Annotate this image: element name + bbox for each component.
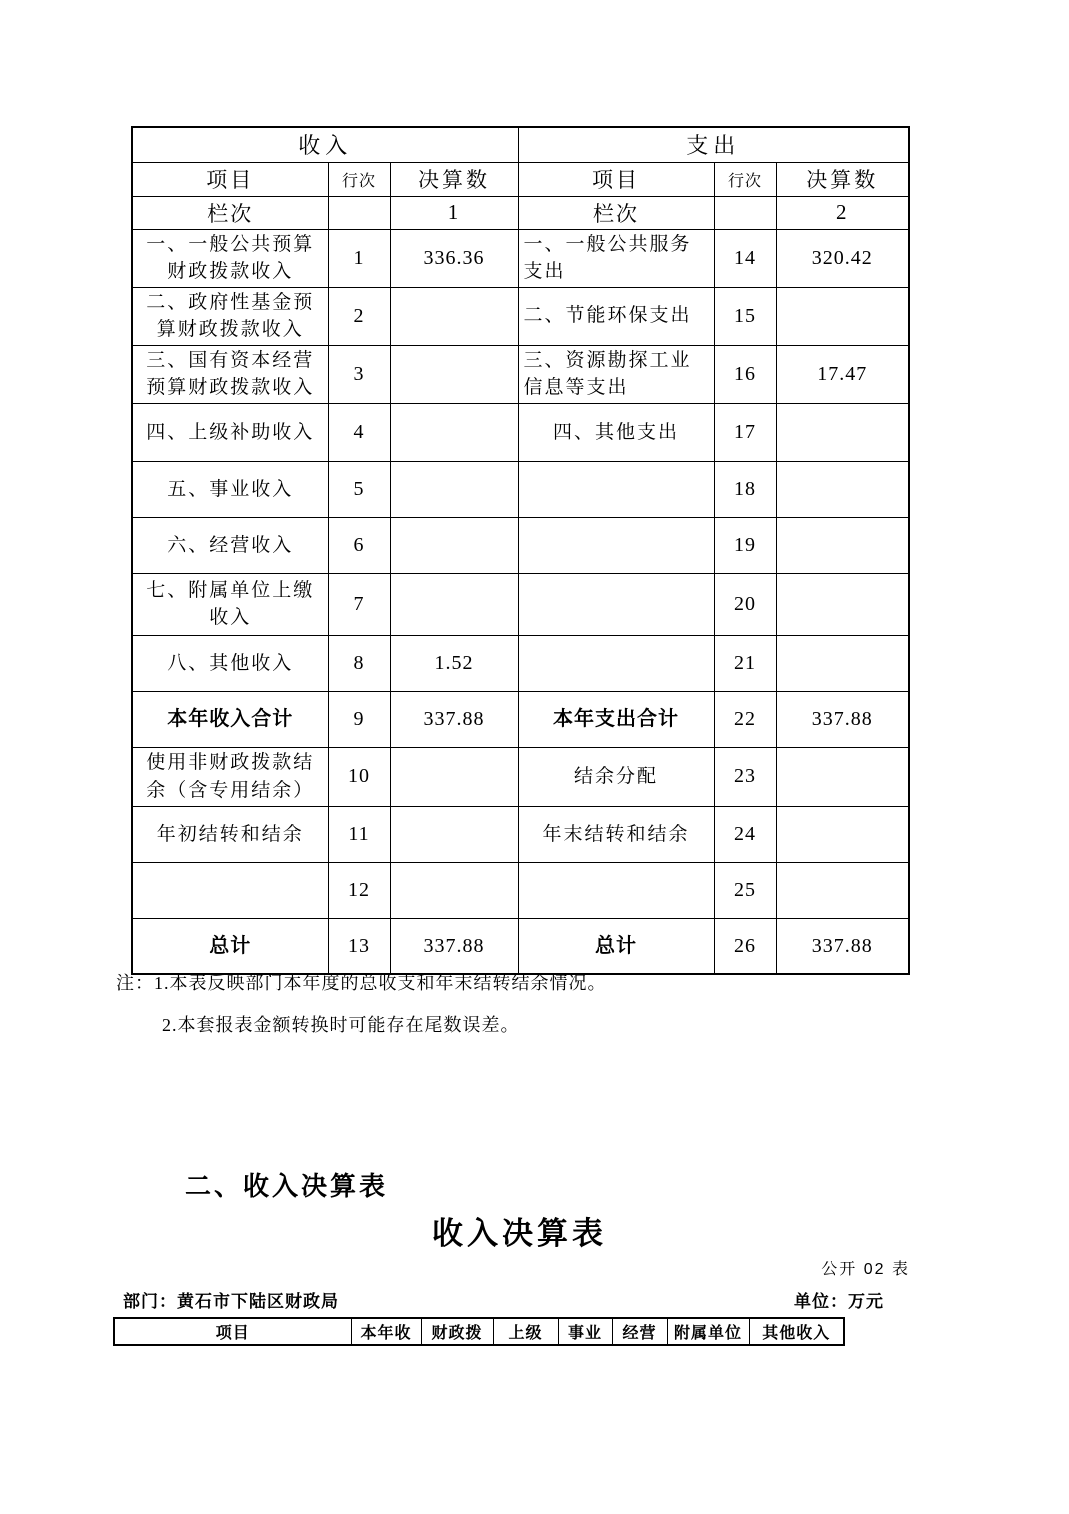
income-amount-cell [390,345,518,403]
expense-amount-cell: 337.88 [776,691,909,747]
expense-item-cell: 三、资源勘探工业信息等支出 [518,345,714,403]
income-statement-title: 收入决算表 [432,1216,607,1251]
public-table-code: 公开 02 表 [821,1261,910,1278]
expense-item-cell: 二、节能环保支出 [518,287,714,345]
income-line-cell: 7 [328,573,390,635]
note-1-text: 1.本表反映部门本年度的总收支和年末结转结余情况。 [154,973,607,993]
table-row [132,862,909,918]
income-statement-col-header: 财政拨 [421,1318,493,1345]
section-header-row [132,127,909,162]
expense-amount-cell [776,403,909,461]
expense-amount-cell [776,747,909,806]
expense-line-cell: 26 [714,918,776,974]
income-line-cell: 3 [328,345,390,403]
table-row [132,287,909,345]
expense-item-cell [518,573,714,635]
income-amount-cell [390,747,518,806]
income-amount-cell [390,573,518,635]
income-line-cell: 12 [328,862,390,918]
income-line-cell: 2 [328,287,390,345]
income-item-cell [132,862,328,918]
expense-line-cell: 24 [714,806,776,862]
income-line-cell: 10 [328,747,390,806]
balance-sheet-table [131,126,910,975]
note-label: 注： [116,973,154,993]
table-row [132,918,909,974]
income-line-cell: 4 [328,403,390,461]
section-2-heading: 二、收入决算表 [185,1171,389,1201]
expense-item-cell: 一、一般公共服务支出 [518,229,714,287]
income-line-cell: 6 [328,517,390,573]
income-statement-col-header: 上级 [493,1318,558,1345]
income-amount-cell [390,862,518,918]
income-item-cell: 四、上级补助收入 [132,403,328,461]
income-item-col-header: 项目 [132,162,328,196]
income-item-cell: 年初结转和结余 [132,806,328,862]
expense-amount-cell: 320.42 [776,229,909,287]
income-item-cell: 三、国有资本经营预算财政拨款收入 [132,345,328,403]
expense-line-cell: 19 [714,517,776,573]
expense-amount-cell: 17.47 [776,345,909,403]
expense-item-cell: 四、其他支出 [518,403,714,461]
expense-line-cell: 20 [714,573,776,635]
table-row [132,691,909,747]
income-line-cell: 5 [328,461,390,517]
income-item-cell: 六、经营收入 [132,517,328,573]
income-item-cell: 八、其他收入 [132,635,328,691]
income-amount-cell: 336.36 [390,229,518,287]
income-statement-col-header: 其他收入 [749,1318,844,1345]
expense-item-cell: 结余分配 [518,747,714,806]
expense-line-cell: 25 [714,862,776,918]
expense-line-cell: 23 [714,747,776,806]
expense-lanci-label: 栏次 [518,196,714,229]
column-header-row [132,162,909,196]
unit-label: 单位：万元 [794,1292,884,1311]
income-amount-cell [390,806,518,862]
table-row [132,461,909,517]
expense-item-cell [518,862,714,918]
expense-line-cell: 21 [714,635,776,691]
income-statement-col-header: 经营 [612,1318,667,1345]
income-amount-col-header: 决算数 [390,162,518,196]
income-section-header: 收入 [132,127,518,162]
income-item-cell: 本年收入合计 [132,691,328,747]
expense-item-cell: 本年支出合计 [518,691,714,747]
expense-line-cell: 22 [714,691,776,747]
department-unit-row [123,1287,884,1312]
note-line-1 [116,969,607,995]
table-row [132,345,909,403]
income-line-col-header: 行次 [328,162,390,196]
expense-amount-cell [776,287,909,345]
column-number-row [132,196,909,229]
expense-amount-cell: 337.88 [776,918,909,974]
income-amount-cell [390,461,518,517]
expense-item-cell [518,517,714,573]
income-amount-cell: 1.52 [390,635,518,691]
expense-line-cell: 17 [714,403,776,461]
income-item-cell: 使用非财政拨款结余（含专用结余） [132,747,328,806]
income-statement-header-row [114,1318,844,1345]
income-item-cell: 七、附属单位上缴收入 [132,573,328,635]
department-label: 部门：黄石市下陆区财政局 [123,1292,339,1311]
expense-column-number: 2 [776,196,909,229]
expense-amount-cell [776,517,909,573]
income-line-cell: 1 [328,229,390,287]
income-lanci-label: 栏次 [132,196,328,229]
expense-line-cell: 18 [714,461,776,517]
table-row [132,573,909,635]
income-column-number: 1 [390,196,518,229]
expense-amount-cell [776,862,909,918]
income-statement-col-header: 附属单位 [667,1318,749,1345]
income-amount-cell: 337.88 [390,918,518,974]
expense-section-header: 支出 [518,127,909,162]
income-statement-col-header: 本年收 [351,1318,421,1345]
income-item-cell: 一、一般公共预算财政拨款收入 [132,229,328,287]
income-line-cell: 13 [328,918,390,974]
income-item-cell: 五、事业收入 [132,461,328,517]
expense-item-cell [518,461,714,517]
income-amount-cell: 337.88 [390,691,518,747]
income-amount-cell [390,287,518,345]
table-row [132,747,909,806]
income-amount-cell [390,403,518,461]
income-item-cell: 总计 [132,918,328,974]
income-line-cell: 8 [328,635,390,691]
table-row [132,635,909,691]
expense-line-cell: 15 [714,287,776,345]
income-line-cell: 11 [328,806,390,862]
table-notes [116,969,607,1037]
table-row [132,806,909,862]
income-item-cell: 二、政府性基金预算财政拨款收入 [132,287,328,345]
table-row [132,517,909,573]
expense-line-col-header: 行次 [714,162,776,196]
expense-amount-cell [776,573,909,635]
expense-amount-cell [776,806,909,862]
balance-table-body [132,229,909,974]
income-statement-col-header: 项目 [114,1318,351,1345]
table-row [132,403,909,461]
income-line-cell: 9 [328,691,390,747]
expense-item-cell: 年末结转和结余 [518,806,714,862]
table-row [132,229,909,287]
expense-line-cell: 14 [714,229,776,287]
empty-cell [328,196,390,229]
income-statement-col-header: 事业 [558,1318,612,1345]
expense-amount-cell [776,635,909,691]
expense-amount-col-header: 决算数 [776,162,909,196]
expense-item-col-header: 项目 [518,162,714,196]
income-statement-table [113,1317,845,1346]
note-line-2: 2.本套报表金额转换时可能存在尾数误差。 [162,1015,520,1035]
expense-amount-cell [776,461,909,517]
expense-item-cell [518,635,714,691]
empty-cell [714,196,776,229]
expense-item-cell: 总计 [518,918,714,974]
expense-line-cell: 16 [714,345,776,403]
income-amount-cell [390,517,518,573]
